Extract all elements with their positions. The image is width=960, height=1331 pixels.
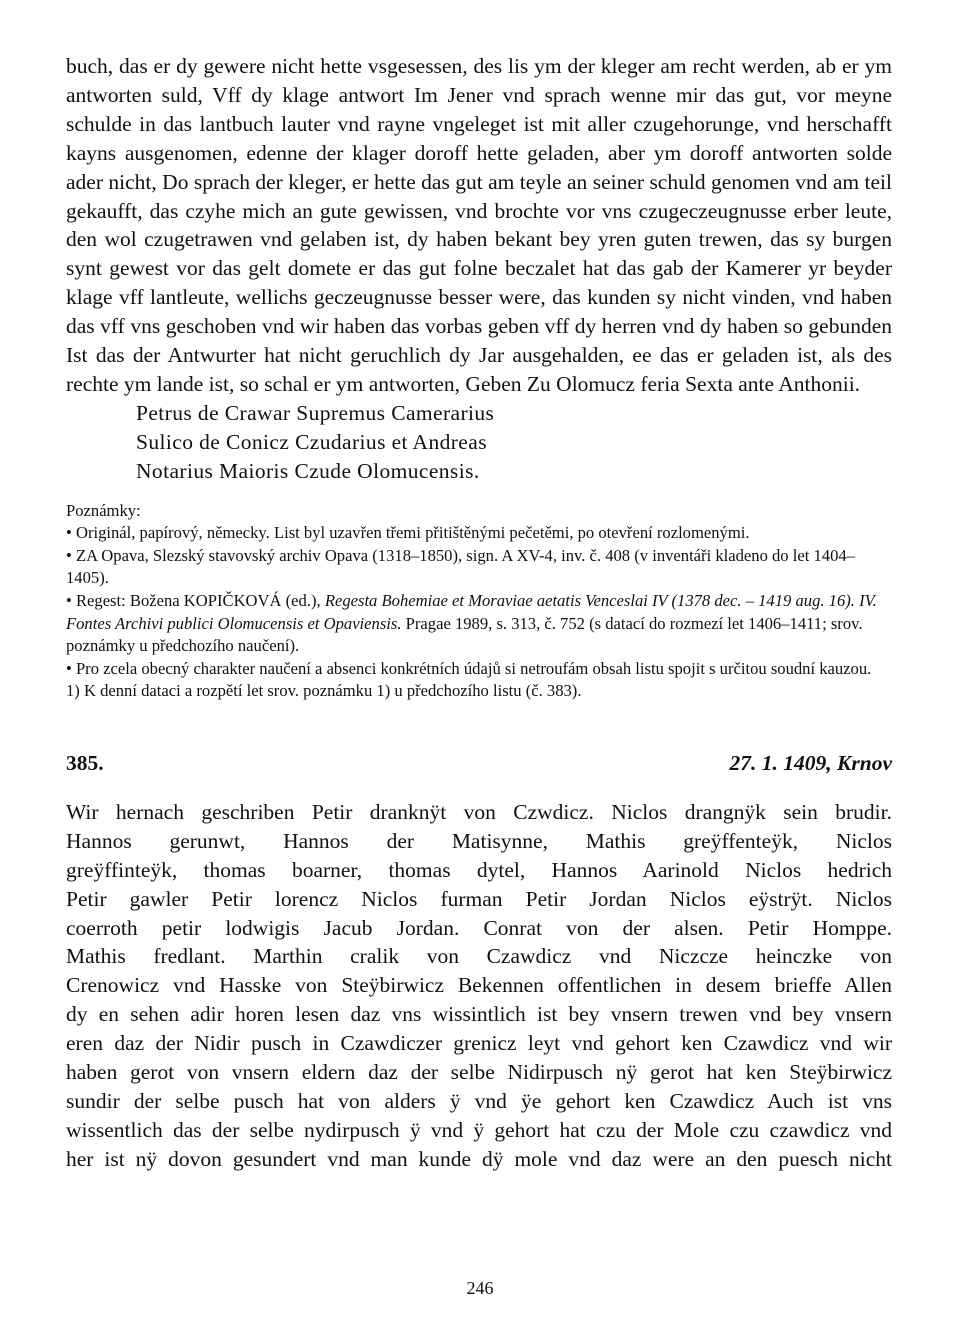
entry-line: Petir gawler Petir lorencz Niclos furman Petir Jordan Niclos eÿstrÿt. Niclos [66, 886, 892, 911]
entry-number: 385. [66, 750, 104, 775]
document-page [66, 52, 892, 1174]
regest-prefix: • Regest: Božena KOPIČKOVÁ (ed.), [66, 590, 325, 610]
entry-date-place: 27. 1. 1409, Krnov [729, 750, 892, 775]
page-number: 246 [466, 1278, 494, 1298]
entry-line: her ist nÿ dovon gesundert vnd man kunde dÿ mole vnd daz were an den puesch nicht [66, 1146, 892, 1171]
entry-line: Hannos gerunwt, Hannos der Matisynne, Mathis greÿffenteÿk, Niclos [66, 828, 892, 853]
main-text: buch, das er dy gewere nicht hette vsgesessen, des lis ym der kleger am recht werden, ab er ym antworten suld, Vff dy klage antwort Im Jener vnd sprach wenne mir das gut, vor meyne schulde in das lantbuch lauter vnd rayne vngeleget ist mit aller czugehorunge, vnd herschafft kayns ausgenomen, edenne der klager doroff hette geladen, aber ym doroff antworten solde ader nicht, Do sprach der kleger, er hette das gut am teyle an seiner schuld genomen vnd am teil gekaufft, das czyhe mich an gute gewissen, vnd brochte vor vns czugeczeugnusse erber leute, den wol czugetrawen vnd gelaben ist, dy haben bekant bey yren guten trewen, das sy burgen synt gewest vor das gelt domete er das gut folne beczalet hat das gab der Kamerer yr beyder klage vff lantleute, wellichs geczeugnusse besser were, das kunden sy nicht vinden, vnd haben das vff vns geschoben vnd wir haben das vorbas geben vff dy herren vnd dy haben so gebunden Ist das der Antwurter hat nicht geruchlich dy Jar ausgehalden, ee das er geladen ist, als des rechte ym lande ist, so schal er ym antworten, Geben Zu Olomucz feria Sexta ante Anthonii. [66, 54, 892, 396]
entry-text [66, 798, 892, 1174]
notes-label: Poznámky: [66, 500, 141, 520]
regest-title: Regesta Bohemiae et Moraviae aetatis Venceslai IV (1378 dec. – 1419 aug. 16). IV. Fontes Archivi publici Olomucensis et Opaviensis. [66, 590, 877, 633]
entry-line: eren daz der Nidir pusch in Czawdiczer grenicz leyt vnd gehort ken Czawdicz vnd wir [66, 1031, 892, 1056]
signatures [136, 399, 892, 486]
signature-line: Sulico de Conicz Czudarius et Andreas [136, 429, 487, 454]
entry-line: sundir der selbe pusch hat von alders ÿ vnd ÿe gehort ken Czawdicz Auch ist vns [66, 1089, 892, 1113]
entry-line: greÿffinteÿk, thomas boarner, thomas dytel, Hannos Aarinold Niclos hedrich [66, 857, 892, 882]
entry-header [66, 751, 892, 776]
note-item: • Pro zcela obecný charakter naučení a absenci konkrétních údajů si netroufám obsah listu spojit s určitou soudní kauzou. [66, 658, 872, 678]
notes-section [66, 500, 892, 703]
note-item: • ZA Opava, Slezský stavovský archiv Opava (1318–1850), sign. A XV-4, inv. č. 408 (v inventáři kladeno do let 1404–1405). [66, 545, 855, 588]
regest-suffix: Pragae 1989, s. 313, č. 752 (s datací do rozmezí let 1406–1411; srov. poznámky u předchozího naučení). [66, 613, 863, 656]
entry-line: Mathis fredlant. Marthin cralik von Czawdicz vnd Niczcze heinczke von [66, 944, 892, 969]
signature-line: Petrus de Crawar Supremus Camerarius [136, 400, 495, 425]
entry-line: Wir hernach geschriben Petir dranknÿt von Czwdicz. Niclos drangnÿk sein brudir. [66, 799, 892, 824]
entry-line: haben gerot von vnsern eldern daz der selbe Nidirpusch nÿ gerot hat ken Steÿbirwicz [66, 1060, 892, 1085]
entry-line: wissentlich das der selbe nydirpusch ÿ vnd ÿ gehort hat czu der Mole czu czawdicz vnd [66, 1117, 892, 1142]
note-item-regest [66, 590, 892, 658]
entry-line: dy en sehen adir horen lesen daz vns wissintlich ist bey vnsern trewen vnd bey vnsern [66, 1002, 892, 1027]
note-item: • Originál, papírový, německy. List byl uzavřen třemi přitištěnými pečetěmi, po otevření rozlomenými. [66, 523, 750, 543]
note-item: 1) K denní dataci a rozpětí let srov. poznámku 1) u předchozího listu (č. 383). [66, 681, 582, 701]
entry-line: Crenowicz vnd Hasske von Steÿbirwicz Bekennen offentlichen in desem brieffe Allen [66, 973, 892, 998]
signature-line: Notarius Maioris Czude Olomucensis. [136, 458, 480, 483]
entry-line: coerroth petir lodwigis Jacub Jordan. Conrat von der alsen. Petir Homppe. [66, 915, 892, 940]
